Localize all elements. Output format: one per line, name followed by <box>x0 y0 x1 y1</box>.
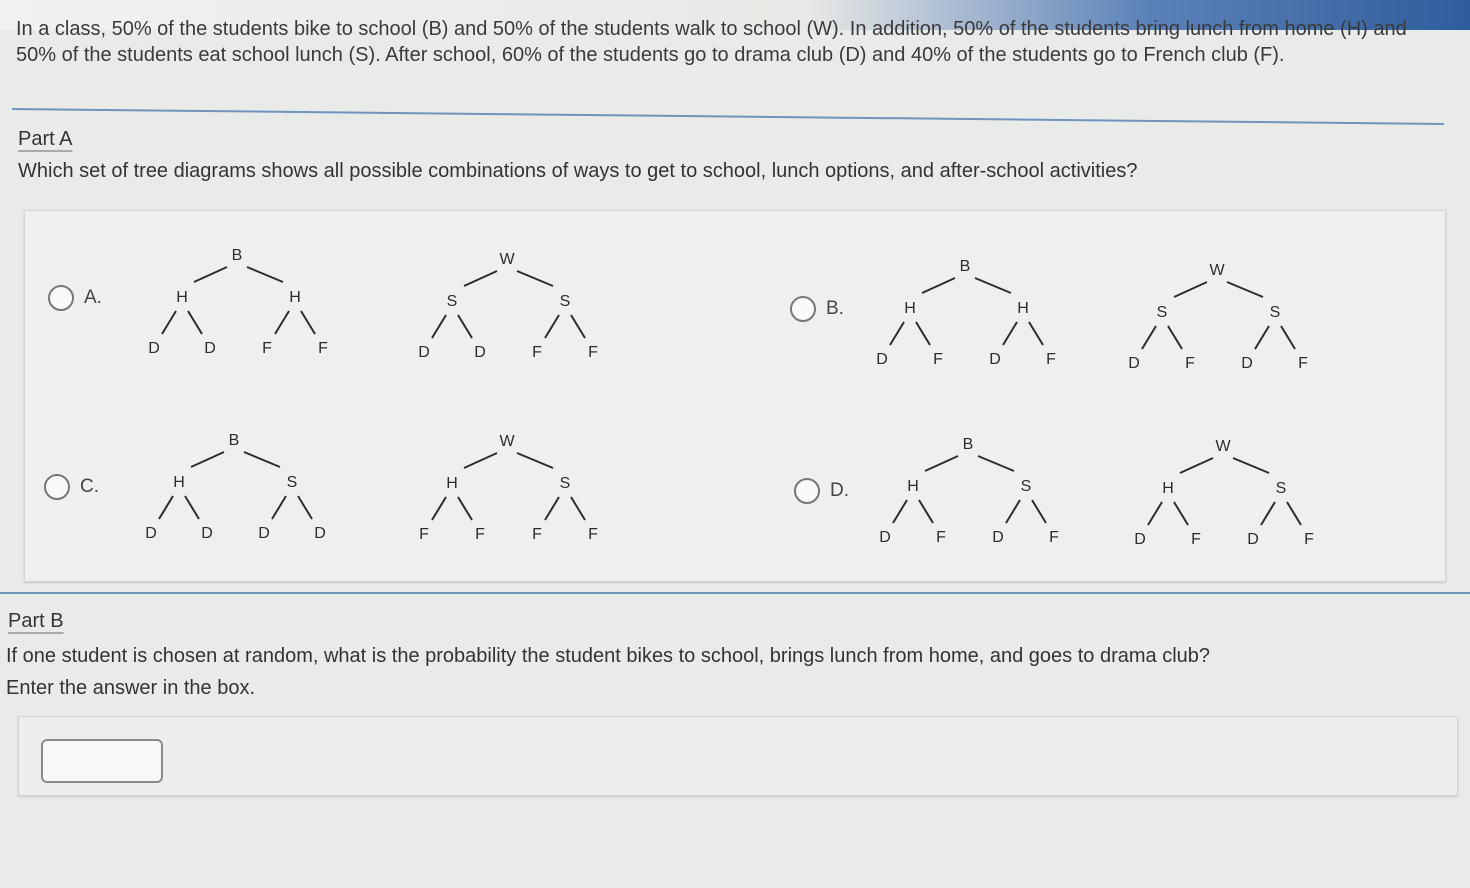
tree-node-label: H <box>446 475 458 492</box>
tree-leaf-label: D <box>1128 355 1140 372</box>
tree-leaf-label: D <box>474 344 486 361</box>
choice-c-radio[interactable] <box>44 474 70 500</box>
divider-top <box>12 108 1444 125</box>
answer-panel <box>18 716 1458 796</box>
answer-input[interactable] <box>41 739 163 783</box>
tree-node-label: H <box>1017 300 1029 317</box>
tree-leaf-label: D <box>992 529 1004 546</box>
tree-root-label: W <box>499 251 515 268</box>
tree-leaf-label: F <box>588 344 598 361</box>
part-a-question: Which set of tree diagrams shows all possible combinations of ways to get to school, lunch options, and after-school activities? <box>18 160 1138 182</box>
tree-leaf-label: F <box>936 529 946 546</box>
tree-node-label: S <box>286 474 298 491</box>
tree-leaf-label: F <box>1046 351 1056 368</box>
choice-d-radio[interactable] <box>794 478 820 504</box>
tree-node-label: S <box>1156 304 1168 321</box>
part-b-question <box>6 640 1446 704</box>
part-b-label: Part B <box>8 610 64 632</box>
tree-leaf-label: D <box>1241 355 1253 372</box>
choice-b-radio[interactable] <box>790 296 816 322</box>
choice-b[interactable] <box>790 296 844 322</box>
choice-b-letter: B. <box>826 298 844 319</box>
tree-leaf-label: D <box>876 351 888 368</box>
tree-leaf-label: F <box>318 340 328 357</box>
tree-node-label: H <box>289 289 301 306</box>
tree-root-label: W <box>499 433 515 450</box>
choice-d-letter: D. <box>830 480 849 501</box>
tree-node-label: H <box>904 300 916 317</box>
choice-c[interactable] <box>44 474 99 500</box>
tree-leaf-label: F <box>475 526 485 543</box>
choices-panel <box>24 210 1446 582</box>
tree-root-label: W <box>1215 438 1231 455</box>
tree-leaf-label: D <box>204 340 216 357</box>
part-b-question-text: If one student is chosen at random, what is the probability the student bikes to school, brings lunch from home, and goes to drama club? <box>6 645 1211 667</box>
tree-leaf-label: F <box>1185 355 1195 372</box>
tree-root-label: W <box>1209 262 1225 279</box>
tree-leaf-label: F <box>1049 529 1059 546</box>
tree-leaf-label: D <box>148 340 160 357</box>
tree-node-label: H <box>173 474 185 491</box>
choice-d[interactable] <box>794 478 849 504</box>
tree-node-label: H <box>1162 480 1174 497</box>
divider-bottom <box>0 592 1470 594</box>
tree-leaf-label: F <box>933 351 943 368</box>
tree-leaf-label: F <box>1191 531 1201 548</box>
tree-leaf-label: F <box>262 340 272 357</box>
tree-leaf-label: D <box>258 525 270 542</box>
tree-leaf-label: F <box>532 344 542 361</box>
tree-node-label: H <box>176 289 188 306</box>
tree-node-label: S <box>559 293 571 310</box>
tree-root-label: B <box>962 436 974 453</box>
tree-leaf-label: F <box>588 526 598 543</box>
tree-leaf-label: F <box>1298 355 1308 372</box>
tree-leaf-label: D <box>201 525 213 542</box>
tree-root-label: B <box>228 432 240 449</box>
tree-node-label: S <box>1275 480 1287 497</box>
tree-leaf-label: D <box>145 525 157 542</box>
choice-a-radio[interactable] <box>48 285 74 311</box>
tree-leaf-label: D <box>989 351 1001 368</box>
part-a-label: Part A <box>18 128 73 150</box>
tree-node-label: S <box>559 475 571 492</box>
tree-node-label: S <box>446 293 458 310</box>
choice-c-letter: C. <box>80 476 99 497</box>
choice-a-letter: A. <box>84 287 102 308</box>
tree-leaf-label: F <box>532 526 542 543</box>
tree-leaf-label: D <box>418 344 430 361</box>
tree-leaf-label: D <box>879 529 891 546</box>
tree-root-label: B <box>959 258 971 275</box>
tree-leaf-label: F <box>419 526 429 543</box>
tree-leaf-label: D <box>1134 531 1146 548</box>
choice-a[interactable] <box>48 285 102 311</box>
tree-node-label: H <box>907 478 919 495</box>
tree-node-label: S <box>1269 304 1281 321</box>
part-b-instruction: Enter the answer in the box. <box>6 677 256 699</box>
tree-leaf-label: D <box>314 525 326 542</box>
problem-intro: In a class, 50% of the students bike to school (B) and 50% of the students walk to school (W). In addition, 50% of the students bring lunch from home (H) and 50% of the students eat school lunch (S). After school, 60% of the students go to drama club (D) and 40% of the students go to French club (F). <box>16 18 1407 66</box>
tree-node-label: S <box>1020 478 1032 495</box>
tree-leaf-label: D <box>1247 531 1259 548</box>
tree-root-label: B <box>231 247 243 264</box>
tree-leaf-label: F <box>1304 531 1314 548</box>
